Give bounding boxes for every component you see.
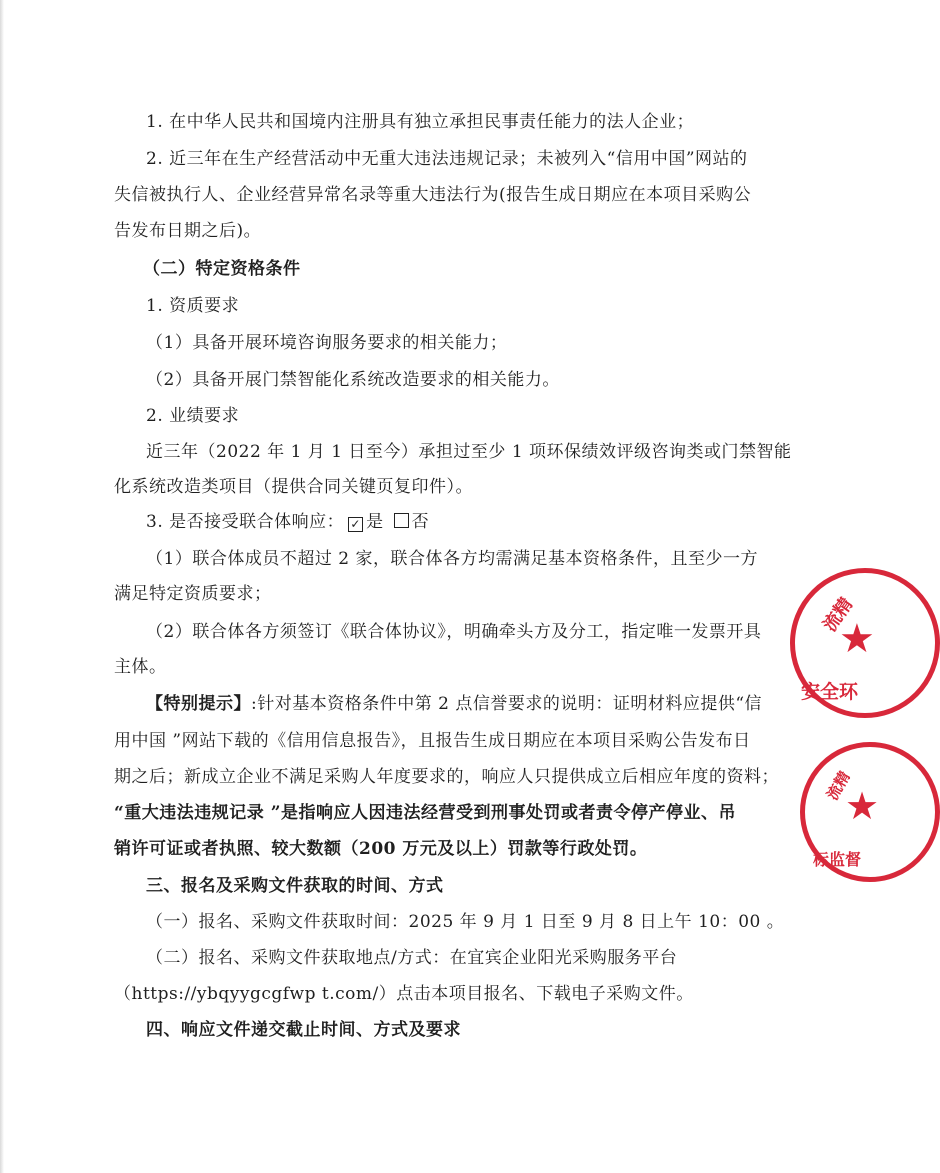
section-4-heading: 四、响应文件递交截止时间、方式及要求 [146,1020,461,1040]
special-notice-line-4: “重大违法违规记录 ”是指响应人因违法经营受到刑事处罚或者责令停产停业、吊 [114,803,736,823]
registration-time: （一）报名、采购文件获取时间：2025 年 9 月 1 日至 9 月 8 日上午 10：00 。 [146,912,785,932]
special-notice-line-5: 销许可证或者执照、较大数额（200 万元及以上）罚款等行政处罚。 [114,839,648,859]
performance-requirement: 2. 业绩要求 [146,406,240,426]
qualification-requirement-2: （2）具备开展门禁智能化系统改造要求的相关能力。 [146,370,560,390]
registration-place-line-1: （二）报名、采购文件获取地点/方式：在宜宾企业阳光采购服务平台 [146,948,678,968]
special-notice-text: :针对基本资格条件中第 2 点信誉要求的说明：证明材料应提供“信 [251,694,763,714]
check-mark-icon: ✓ [350,517,361,531]
checkbox-yes-label: 是 [366,512,384,532]
registration-place-line-2: （https://ybqyygcgfwp t.com/）点击本项目报名、下载电子采购文件。 [114,984,694,1004]
official-stamp-top [790,568,940,718]
star-icon: ★ [845,784,880,828]
qualification-item-1: 1. 在中华人民共和国境内注册具有独立承担民事责任能力的法人企业； [146,112,695,132]
special-notice-tag: 【特别提示】 [146,694,251,714]
qualification-requirement: 1. 资质要求 [146,296,240,316]
special-notice-line-3: 期之后；新成立企业不满足采购人年度要求的，响应人只提供成立后相应年度的资料； [114,767,779,787]
consortium-condition-1-line-2: 满足特定资质要求； [114,584,272,604]
stamp-top-arc-text: 流精 [819,594,858,636]
specific-heading: （二）特定资格条件 [143,259,301,279]
checkbox-no-label: 否 [411,512,430,532]
scan-edge [0,0,4,1173]
qualification-requirement-1: （1）具备开展环境咨询服务要求的相关能力； [146,333,508,353]
checkbox-no[interactable] [394,513,409,528]
star-icon: ★ [839,616,875,662]
consortium-question [146,510,429,534]
stamp-bottom-arc-text: 流精 [823,768,854,804]
qualification-item-2-line-3: 告发布日期之后)。 [114,221,262,241]
qualification-item-2-line-2: 失信被执行人、企业经营异常名录等重大违法行为(报告生成日期应在本项目采购公 [114,185,752,205]
official-stamp-bottom [800,742,940,882]
consortium-question-label: 3. 是否接受联合体响应： [146,512,345,532]
performance-requirement-line-2: 化系统改造类项目（提供合同关键页复印件）。 [114,477,473,497]
special-notice-line-2: 用中国 ”网站下载的《信用信息报告》，且报告生成日期应在本项目采购公告发布日 [114,731,751,751]
stamp-bottom-name: 标监督 [813,850,862,869]
section-3-heading: 三、报名及采购文件获取的时间、方式 [146,876,444,896]
special-notice-line-1 [146,692,762,716]
performance-requirement-line-1: 近三年（2022 年 1 月 1 日至今）承担过至少 1 项环保绩效评级咨询类或门禁智能 [146,442,792,462]
consortium-condition-2-line-2: 主体。 [114,657,167,677]
consortium-condition-1-line-1: （1）联合体成员不超过 2 家，联合体各方均需满足基本资格条件，且至少一方 [146,549,758,569]
stamp-top-name: 安全环 [801,681,859,703]
consortium-condition-2-line-1: （2）联合体各方须签订《联合体协议》，明确牵头方及分工，指定唯一发票开具 [146,622,762,642]
checkbox-yes[interactable] [348,517,363,532]
qualification-item-2-line-1: 2. 近三年在生产经营活动中无重大违法违规记录；未被列入“信用中国”网站的 [146,149,748,169]
